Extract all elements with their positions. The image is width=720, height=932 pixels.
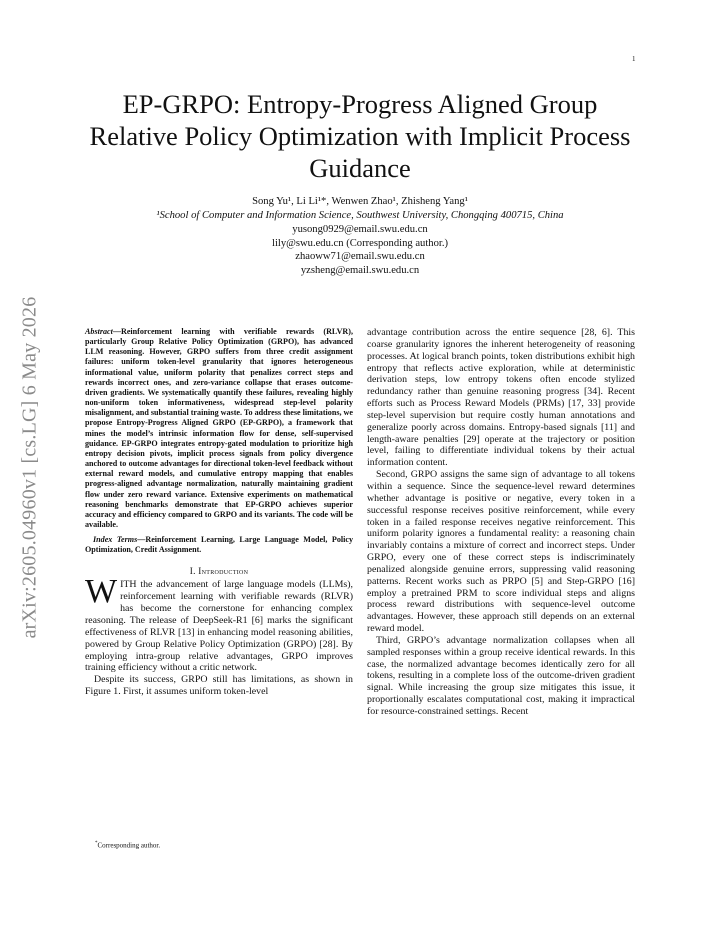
email-line: yzsheng@email.swu.edu.cn [300,264,420,276]
author-list: Song Yu¹, Li Li¹*, Wenwen Zhao¹, Zhisheng Yang¹ [252,196,468,207]
footnote [95,839,160,850]
intro-paragraph-third-limitation: Third, GRPO’s advantage normalization collapses when all sampled responses within a group receive identical rewards. In this case, the normalized advantage becomes identically zero for all tokens, resulting in a complete loss of the outcome-driven gradient signal. While increasing the group size mitigates this issue, it proportionally escalates computational cost, making it impractical for resource-constrained settings. Recent [367,634,635,717]
arxiv-identifier-text: arXiv:2605.04960v1 [cs.LG] 6 May 2026 [18,296,41,638]
section-heading: I. Introduction [189,566,249,577]
intro-paragraph-2: Despite its success, GRPO still has limitations, as shown in Figure 1. First, it assumes uniform token-level [85,674,353,698]
index-terms [85,535,353,555]
email-line: lily@swu.edu.cn (Corresponding author.) [272,237,448,249]
page-number: 1 [632,55,636,63]
index-terms-label: Index Terms [93,535,138,545]
footnote-mark: * [95,841,98,846]
abstract-text: —Reinforcement learning with verifiable rewards (RLVR), particularly Group Relative Policy Optimization (GRPO), has advanced LLM reasoning. However, GRPO suffers from three credit assignment failures: uniform token-level granularity that ignores heterogeneous informational value, uniform polarity that penalizes correct steps and rewards incorrect ones, and zero-variance collapse that erases outcome-driven gradients. We systematically quantify these failures, revealing highly non-uniform token informativeness, widespread step-level polarity misalignment, and substantial training waste. To address these limitations, we propose Entropy-Progress Aligned GRPO (EP-GRPO), a framework that mines the model’s intrinsic information flow for dense, self-supervised guidance. EP-GRPO integrates entropy-gated modulation to prioritize high entropy decision pivots, implicit process signals from policy divergence anchored to outcome advantages for directional token-level feedback without external reward models, and cumulative entropy mapping that enables progress-aligned advantage normalization, naturally maintaining gradient flow under zero reward variance. Extensive experiments on mathematical reasoning benchmarks demonstrate that EP-GRPO achieves superior accuracy and efficiency compared to GRPO and its variants. The code will be available. [85,327,353,529]
intro-paragraph-continued: advantage contribution across the entire sequence [28, 6]. This coarse granularity ignores the inherent heterogeneity of reasoning processes. At logical branch points, token distributions exhibit high entropy that reflects active exploration, while at deterministic derivation steps, low entropy tokens often encode stylized redundancy rather than genuine reasoning progress [34]. Recent efforts such as Process Reward Models (PRMs) [17, 33] provide step-level supervision but require costly human annotations and generalize poorly across domains. Entropy-based signals [11] and length-aware penalties [29] operate at the trajectory or position level, failing to differentiate individual tokens by their actual information content. [367,327,635,469]
paper-title: EP-GRPO: Entropy-Progress Aligned Group Relative Policy Optimization with Implicit Process Guidance [89,89,631,183]
email-line: yusong0929@email.swu.edu.cn [292,224,428,235]
abstract [85,327,353,530]
index-terms-text: —Reinforcement Learning, Large Language Model, Policy Optimization, Credit Assignment. [85,535,354,555]
drop-cap: W [85,573,118,611]
footnote-text: Corresponding author. [97,841,161,850]
author-emails [80,223,640,277]
intro-paragraph-second-limitation: Second, GRPO assigns the same sign of advantage to all tokens within a sequence. Since the sequence-level reward determines whether advantage is positive or negative, every token in a successful response receives positive reinforcement, while every token in a failed response receives negative reinforcement. This uniform polarity ignores a fundamental reality: a reasoning chain invariably contains a mixture of correct and incorrect steps. Under GRPO, every one of these correct steps is indiscriminately penalized alongside genuine errors, suppressing valid reasoning patterns. Recent works such as PRPO [5] and Step-GRPO [16] employ a pretrained PRM to score individual steps and aligns process reward distributions with sequence-level outcome advantages. However, these approach still depends on an external reward model. [367,469,635,635]
arxiv-identifier-stamp [4,263,56,671]
right-column [367,327,635,718]
left-column [85,327,353,698]
author-affiliation: ¹School of Computer and Information Science, Southwest University, Chongqing 400715, China [156,210,564,221]
abstract-label: Abstract [85,327,113,336]
email-line: zhaoww71@email.swu.edu.cn [295,251,425,263]
intro-paragraph-1 [85,573,353,674]
intro-paragraph-1-text: ITH the advancement of large language models (LLMs), reinforcement learning with verifiable rewards (RLVR) has become the cornerstone for enhancing complex reasoning. The release of DeepSeek-R1 [6] marks the significant effectiveness of RLVR [13] in enhancing model reasoning abilities, powered by Group Relative Policy Optimization (GRPO) [28]. By employing intra-group relative advantages, GRPO improves training efficiency without a critic network. [85,579,353,674]
